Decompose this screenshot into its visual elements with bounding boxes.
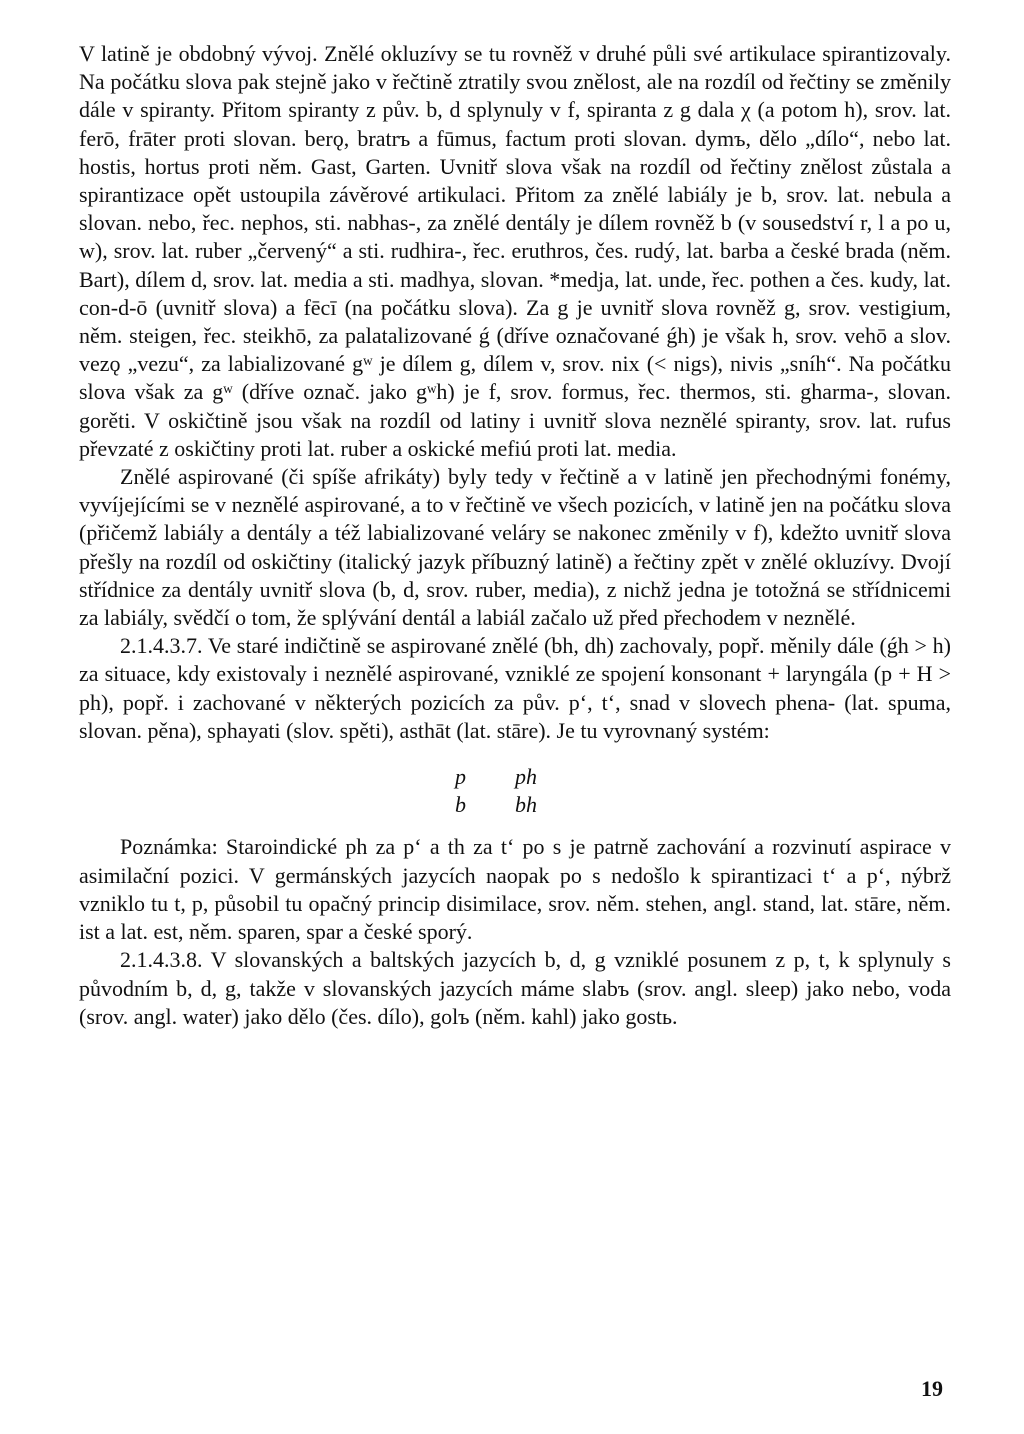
body-text	[79, 40, 951, 1031]
system-cell: ph	[515, 764, 537, 790]
paragraph-note: Poznámka: Staroindické ph za p‘ a th za t‘ po s je patrně zachování a rozvinutí aspirace v asimilační pozici. V germánských jazycích naopak po s nedošlo k spirantizaci t‘ a p‘, nýbrž vzniklo tu t, p, působil tu opačný princip disimilace, srov. něm. stehen, angl. stand, lat. stāre, něm. ist a lat. est, něm. sparen, spar a české sporý.	[79, 834, 951, 945]
consonant-system-table	[79, 763, 951, 819]
page-number: 19	[921, 1376, 943, 1401]
paragraph-old-indic: 2.1.4.3.7. Ve staré indičtině se aspirované znělé (bh, dh) zachovaly, popř. měnily dále (ǵh > h) za situace, kdy existovaly i neznělé aspirované, vzniklé ze spojení konsonant + laryngála (p + H > ph), popř. i zachované v některých pozicích za pův. p‘, t‘, snad v slovech phena- (lat. spuma, slovan. pěna), sphayati (slov. spěti), asthāt (lat. stāre). Je tu vyrovnaný systém:	[79, 633, 951, 743]
system-cell: b	[455, 792, 466, 818]
system-cell: bh	[515, 792, 537, 818]
system-cell: p	[455, 764, 466, 790]
paragraph-latin: V latině je obdobný vývoj. Znělé okluzívy se tu rovněž v druhé půli své artikulace spirantizovaly. Na počátku slova pak stejně jako v řečtině ztratily svou znělost, ale na rozdíl od řečtiny se změnily dále v spiranty. Přitom spiranty z pův. b, d splynuly v f, spiranta z g dala χ (a potom h), srov. lat. ferō, frāter proti slovan. berǫ, bratrъ a fūmus, factum proti slovan. dymъ, dělo „dílo“, nebo lat. hostis, hortus proti něm. Gast, Garten. Uvnitř slova však na rozdíl od řečtiny znělost zůstala a spirantizace opět ustoupila závěrové artikulaci. Přitom za znělé labiály je b, srov. lat. nebula a slovan. nebo, řec. nephos, sti. nabhas-, za znělé dentály je dílem rovněž b (v sousedství r, l a po u, w), srov. lat. ruber „červený“ a sti. rudhira-, řec. eruthros, čes. rudý, lat. barba a české brada (něm. Bart), dílem d, srov. lat. media a sti. madhya, slovan. *medja, lat. unde, řec. pothen a čes. kudy, lat. con-d-ō (uvnitř slova) a fēcī (na počátku slova). Za g je uvnitř slova rovněž g, srov. vestigium, něm. steigen, řec. steikhō, za palatalizované ǵ (dříve označované ǵh) je však h, srov. vehō a slov. vezǫ „vezu“, za labializované gʷ je dílem g, dílem v, srov. nix (< nigs), nivis „sníh“. Na počátku slova však za gʷ (dříve označ. jako gʷh) je f, srov. formus, řec. thermos, sti. gharma-, slovan. gorěti. V oskičtině jsou však na rozdíl od latiny i uvnitř slova neznělé spiranty, srov. lat. rufus převzaté z oskičtiny proti lat. ruber a oskické mefiú proti lat. media.	[79, 41, 951, 461]
paragraph-slavic-baltic: 2.1.4.3.8. V slovanských a baltských jazycích b, d, g vzniklé posunem z p, t, k splynuly s původním b, d, g, takže v slovanských jazycích máme slabъ (srov. angl. sleep) jako nebo, voda (srov. angl. water) jako dělo (čes. dílo), golъ (něm. kahl) jako gostь.	[79, 947, 951, 1029]
paragraph-aspirates: Znělé aspirované (či spíše afrikáty) byly tedy v řečtině a v latině jen přechodnými fonémy, vyvíjejícími se v neznělé aspirované, a to v řečtině ve všech pozicích, v latině jen na počátku slova (přičemž labiály a dentály a též labializované veláry se nakonec změnily v f), kdežto uvnitř slova přešly na rozdíl od oskičtiny (italický jazyk příbuzný latině) a řečtiny zpět v znělé okluzívy. Dvojí střídnice za dentály uvnitř slova (b, d, srov. ruber, media), z nichž jedna je totožná se střídnicemi za labiály, svědčí o tom, že splývání dentál a labiál začalo už před přechodem v neznělé.	[79, 464, 951, 631]
